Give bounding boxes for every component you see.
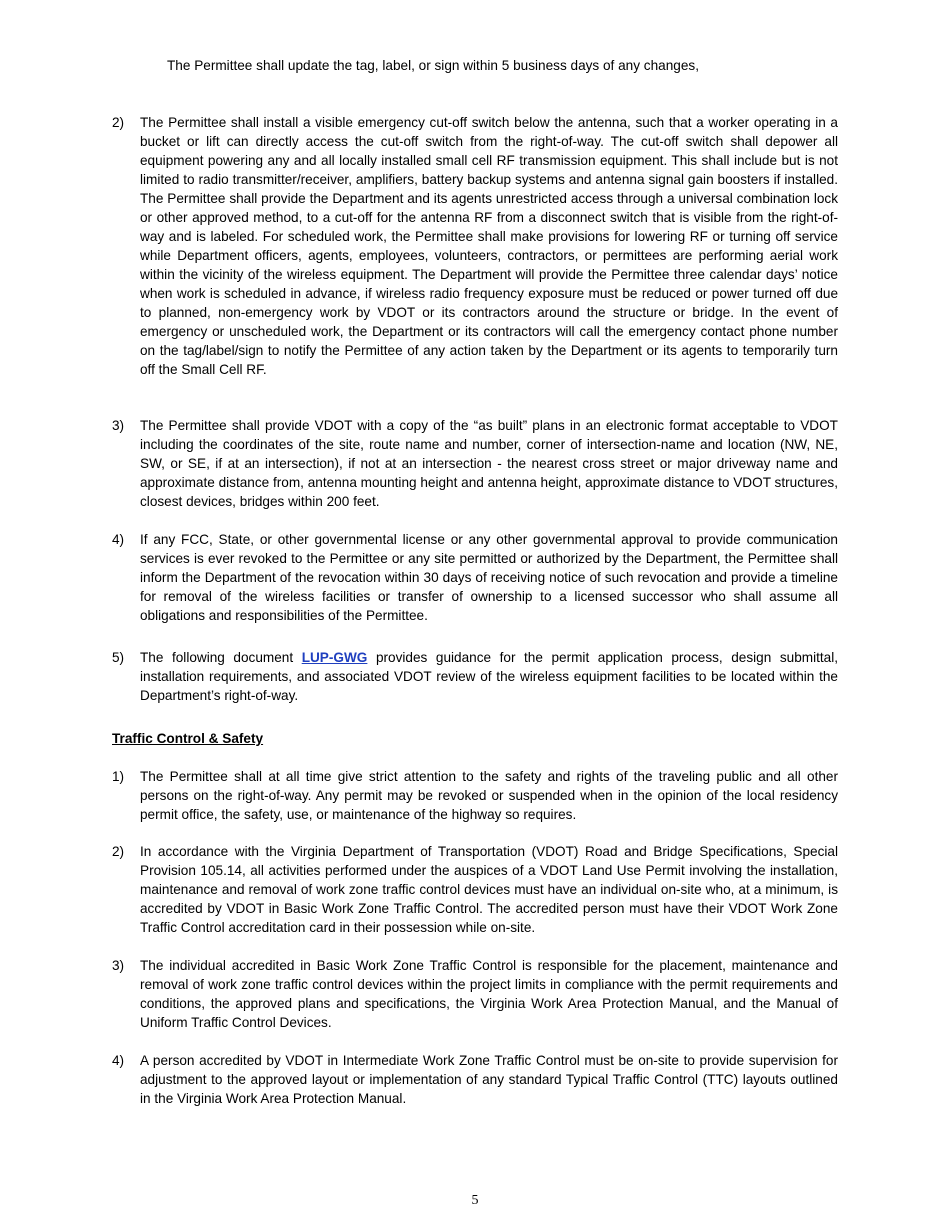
list-item-text: A person accredited by VDOT in Intermediate Work Zone Traffic Control must be on-site to provide supervision for adjustment to the approved layout or implementation of any standard Typical Traffic Control (TTC) layouts outlined in the Virginia Work Area Protection Manual. [140,1053,838,1106]
page-number: 5 [471,1193,479,1208]
list-number: 3) [112,418,125,433]
text-before-link: The following document [140,650,294,665]
list-item-text: In accordance with the Virginia Department of Transportation (VDOT) Road and Bridge Specifications, Special Provision 105.14, all activities performed under the auspices of a VDOT Land Use Permit involving the installation, maintenance and removal of work zone traffic control devices must have an individual on-site who, at a minimum, is accredited by VDOT in Basic Work Zone Traffic Control. The accredited person must have their VDOT Work Zone Traffic Control accreditation card in their possession while on-site. [140,844,838,935]
list-number: 1) [112,769,125,784]
list-number: 2) [112,115,125,130]
list-item-text [140,648,838,705]
list-item-text: If any FCC, State, or other governmental license or any other governmental approval to provide communication services is ever revoked to the Permittee or any site permitted or authorized by the Department, the Permittee shall inform the Department of the revocation within 30 days of receiving notice of such revocation and provide a timeline for removal of the wireless facilities or transfer of ownership to a licensed successor who shall assume all obligations and responsibilities of the Permittee. [140,532,838,623]
list-item-4-license-revocation [112,530,838,625]
list-item-3-as-built-plans [112,416,838,511]
list-item-5-guidance-document [112,648,838,705]
lead-paragraph: The Permittee shall update the tag, label, or sign within 5 business days of any changes, [167,58,699,73]
text-after-link: provides guidance for the permit application process, design submittal, installation requirements, and associated VDOT review of the wireless equipment facilities to be located within the Department’s right-of-way. [140,650,839,703]
list-item-2-antenna-cutoff [112,113,838,379]
list-item-text: The Permittee shall at all time give strict attention to the safety and rights of the traveling public and all other persons on the right-of-way. Any permit may be revoked or suspended when in the opinion of the local residency permit office, the safety, use, or maintenance of the highway so requires. [140,769,838,822]
traffic-item-3-basic-work-zone [112,956,838,1032]
lup-gwg-link[interactable]: LUP-GWG [301,650,368,665]
traffic-item-2-accreditation [112,842,838,937]
traffic-item-4-intermediate-work-zone [112,1051,838,1108]
list-number: 5) [112,650,125,665]
list-item-text: The Permittee shall provide VDOT with a copy of the “as built” plans in an electronic format acceptable to VDOT including the coordinates of the site, route name and number, corner of intersection-name and location (NW, NE, SW, or SE, if at an intersection), if not at an intersection - the nearest cross street or major driveway name and approximate distance from, antenna mounting height and antenna height, approximate distance to VDOT structures, closest devices, bridges within 200 feet. [140,418,838,509]
list-item-text: The individual accredited in Basic Work Zone Traffic Control is responsible for the placement, maintenance and removal of work zone traffic control devices within the project limits in compliance with the permit requirements and conditions, the approved plans and specifications, the Virginia Work Area Protection Manual, and the Manual of Uniform Traffic Control Devices. [140,958,838,1030]
list-number: 3) [112,958,125,973]
list-number: 4) [112,532,125,547]
traffic-item-1-safety [112,767,838,824]
list-number: 4) [112,1053,125,1068]
list-item-text: The Permittee shall install a visible emergency cut-off switch below the antenna, such that a worker operating in a bucket or lift can directly access the cut-off switch from the right-of-way. The cut-off switch shall depower all equipment powering any and all locally installed small cell RF transmission equipment. This shall include but is not limited to radio transmitter/receiver, amplifiers, battery backup systems and antenna signal gain boosters if installed. The Permittee shall provide the Department and its agents unrestricted access through a universal combination lock or other approved method, to a cut-off for the antenna RF from a disconnect switch that is visible from the right-of-way and is labeled. For scheduled work, the Permittee shall make provisions for lowering RF or turning off service while Department officers, agents, employees, volunteers, contractors, or permittees are performing aerial work within the vicinity of the wireless equipment. The Department will provide the Permittee three calendar days’ notice when work is scheduled in advance, if wireless radio frequency exposure must be reduced or power turned off due to planned, non-emergency work by VDOT or its contractors around the structure or bridge. In the event of emergency or unscheduled work, the Department or its contractors will call the emergency contact phone number on the tag/label/sign to notify the Permittee of any action taken by the Department or its agents to temporarily turn off the Small Cell RF. [140,115,838,377]
section-heading-traffic-control: Traffic Control & Safety [112,731,264,746]
list-number: 2) [112,844,125,859]
